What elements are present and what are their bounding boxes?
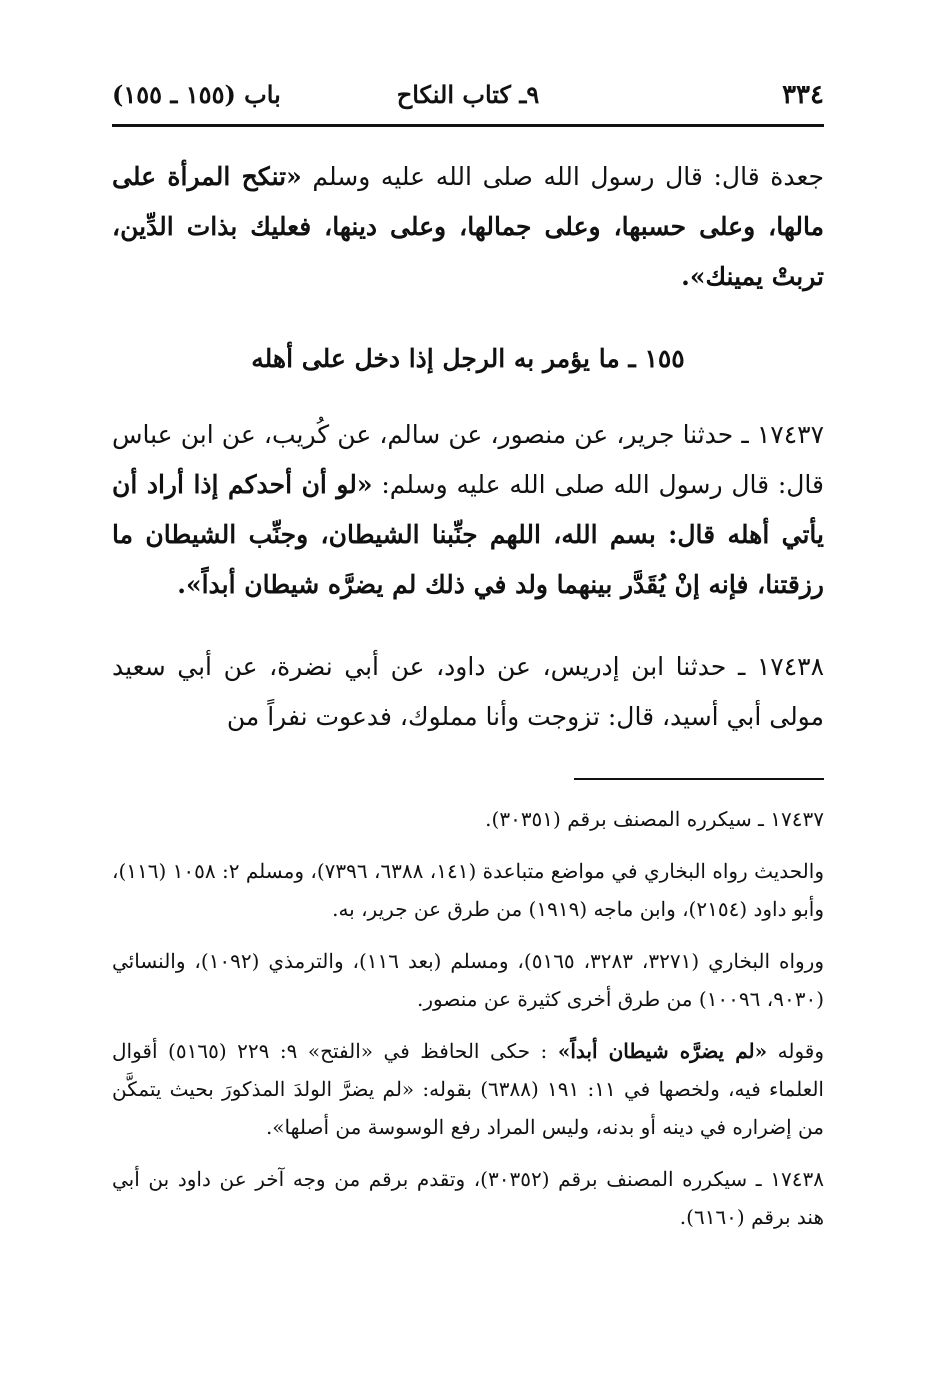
hadith-17438-text: ١٧٤٣٨ ـ حدثنا ابن إدريس، عن داود، عن أبي نضرة، عن أبي سعيد مولى أبي أسيد، قال: تزوجت وأنا مملوك، فدعوت نفراً من [112, 652, 824, 731]
footnote-5: ١٧٤٣٨ ـ سيكرره المصنف برقم (٣٠٣٥٢)، وتقدم برقم من وجه آخر عن داود بن أبي هند برقم (٦١٦٠). [112, 1167, 825, 1229]
footnote-1: ١٧٤٣٧ ـ سيكرره المصنف برقم (٣٠٣٥١). [485, 807, 824, 831]
intro-quote: «تنكح المرأة على مالها، وعلى حسبها، وعلى جمالها، وعلى دينها، فعليك بذات الدِّين، تربتْ يمينك». [112, 162, 824, 291]
hadith-17437 [112, 410, 824, 610]
chapter-title: ٩ـ كتاب النكاح [396, 80, 540, 109]
footnote-4-quote: «لم يضرَّه شيطان أبداً» [557, 1039, 768, 1063]
footnote-2: والحديث رواه البخاري في مواضع متباعدة (١٤١، ٦٣٨٨، ٧٣٩٦)، ومسلم ٢: ١٠٥٨ (١١٦)، وأبو داود (٢١٥٤)، وابن ماجه (١٩١٩) من طرق عن جرير، به. [112, 859, 824, 921]
footnote-4-rest: : حكى الحافظ في «الفتح» ٩: ٢٢٩ (٥١٦٥) أقوال العلماء فيه، ولخصها في ١١: ١٩١ (٦٣٨٨) بقوله: «لم يضرَّ الولدَ المذكورَ بحيث يتمكَّن من إضراره في دينه أو بدنه، وليس المراد رفع الوسوسة من أصلها». [112, 1039, 824, 1139]
intro-paragraph [112, 152, 824, 302]
page-header [112, 76, 824, 122]
hadith-17437-text: ١٧٤٣٧ ـ حدثنا جرير، عن منصور، عن سالم، عن كُريب، عن ابن عباس قال: قال رسول الله صلى الله عليه وسلم: [112, 420, 824, 499]
section-range: باب (١٥٥ ـ ١٥٥) [112, 80, 281, 109]
footnote-4 [112, 1032, 824, 1146]
hadith-17437-quote: «لو أن أحدكم إذا أراد أن يأتي أهله قال: بسم الله، اللهم جنِّبنا الشيطان، وجنِّب الشيطان ما رزقتنا، فإنه إنْ يُقَدَّر بينهما ولد في ذلك لم يضرَّه شيطان أبداً». [112, 470, 824, 599]
footnote-4-prefix: وقوله [777, 1039, 825, 1063]
page-number: ٣٣٤ [782, 80, 824, 110]
footnotes [112, 800, 824, 1236]
footnote-rule [574, 778, 824, 780]
footnote-3: ورواه البخاري (٣٢٧١، ٣٢٨٣، ٥١٦٥)، ومسلم (بعد ١١٦)، والترمذي (١٠٩٢)، والنسائي (٩٠٣٠، ١٠٠٩٦) من طرق أخرى كثيرة عن منصور. [112, 949, 825, 1011]
intro-prefix: جعدة قال: قال رسول الله صلى الله عليه وسلم [312, 162, 825, 191]
main-text [112, 152, 824, 742]
header-rule [112, 124, 824, 127]
section-title: ١٥٥ ـ ما يؤمر به الرجل إذا دخل على أهله [251, 344, 685, 373]
hadith-17438 [112, 642, 824, 742]
